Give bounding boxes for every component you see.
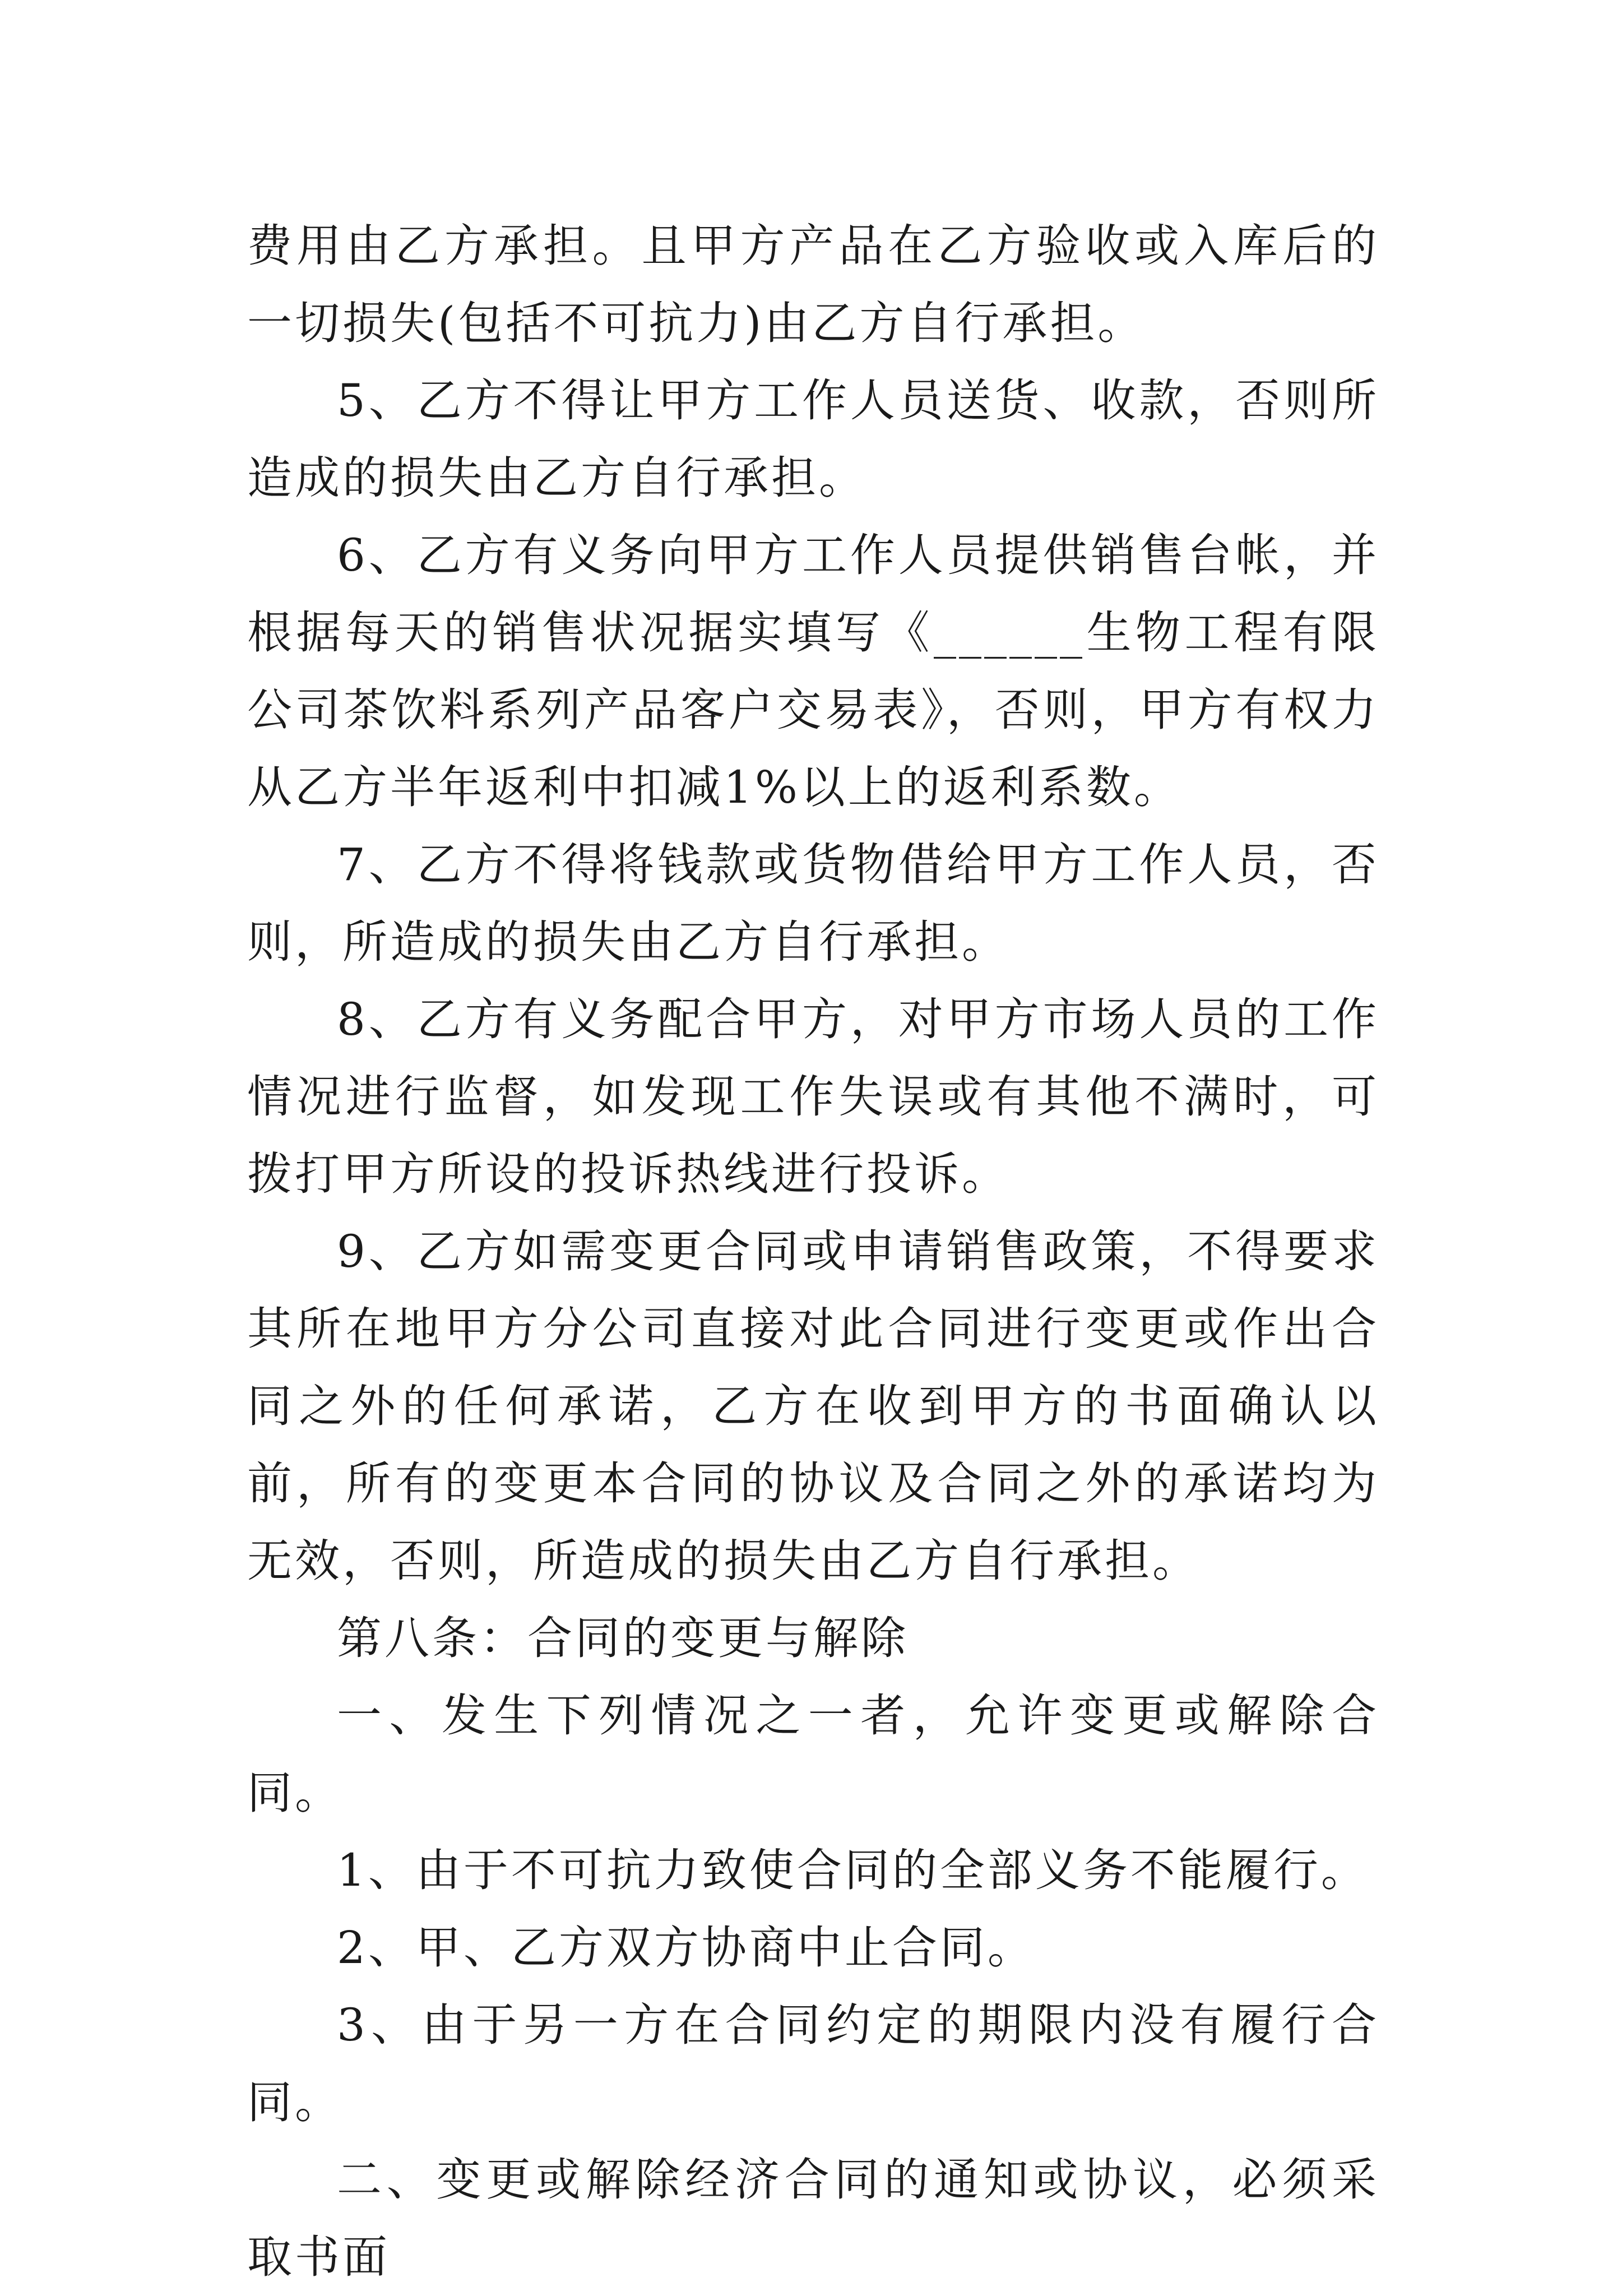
paragraph-subitem-3: 3、由于另一方在合同约定的期限内没有履行合同。 <box>247 1999 1379 2128</box>
paragraph-clause-8: 8、乙方有义务配合甲方，对甲方市场人员的工作情况进行监督，如发现工作失误或有其他不满时，可拨打甲方所设的投诉热线进行投诉。 <box>247 993 1379 1200</box>
paragraph-clause-9: 9、乙方如需变更合同或申请销售政策，不得要求其所在地甲方分公司直接对此合同进行变更或作出合同之外的任何承诺，乙方在收到甲方的书面确认以前，所有的变更本合同的协议及合同之外的承诺均为无效，否则，所造成的损失由乙方自行承担。 <box>247 1225 1379 1587</box>
paragraph-item-two: 二、变更或解除经济合同的通知或协议，必须采取书面 <box>247 2154 1379 2283</box>
paragraph-continuation: 费用由乙方承担。且甲方产品在乙方验收或入库后的一切损失(包括不可抗力)由乙方自行承担。 <box>247 220 1379 349</box>
paragraph-clause-5: 5、乙方不得让甲方工作人员送货、收款，否则所造成的损失由乙方自行承担。 <box>247 374 1379 504</box>
paragraph-subitem-2: 2、甲、乙方双方协商中止合同。 <box>337 1922 1035 1974</box>
section-heading-article-8: 第八条：合同的变更与解除 <box>337 1612 909 1664</box>
paragraph-subitem-1: 1、由于不可抗力致使合同的全部义务不能履行。 <box>337 1844 1369 1896</box>
paragraph-clause-6: 6、乙方有义务向甲方工作人员提供销售台帐，并根据每天的销售状况据实填写《______生物工程有限公司茶饮料系列产品客户交易表》，否则，甲方有权力从乙方半年返利中扣减1%以上的返利系数。 <box>247 529 1379 813</box>
document-body <box>247 207 1379 2296</box>
paragraph-clause-7: 7、乙方不得将钱款或货物借给甲方工作人员，否则，所造成的损失由乙方自行承担。 <box>247 839 1379 968</box>
paragraph-item-one: 一、发生下列情况之一者，允许变更或解除合同。 <box>247 1689 1379 1819</box>
